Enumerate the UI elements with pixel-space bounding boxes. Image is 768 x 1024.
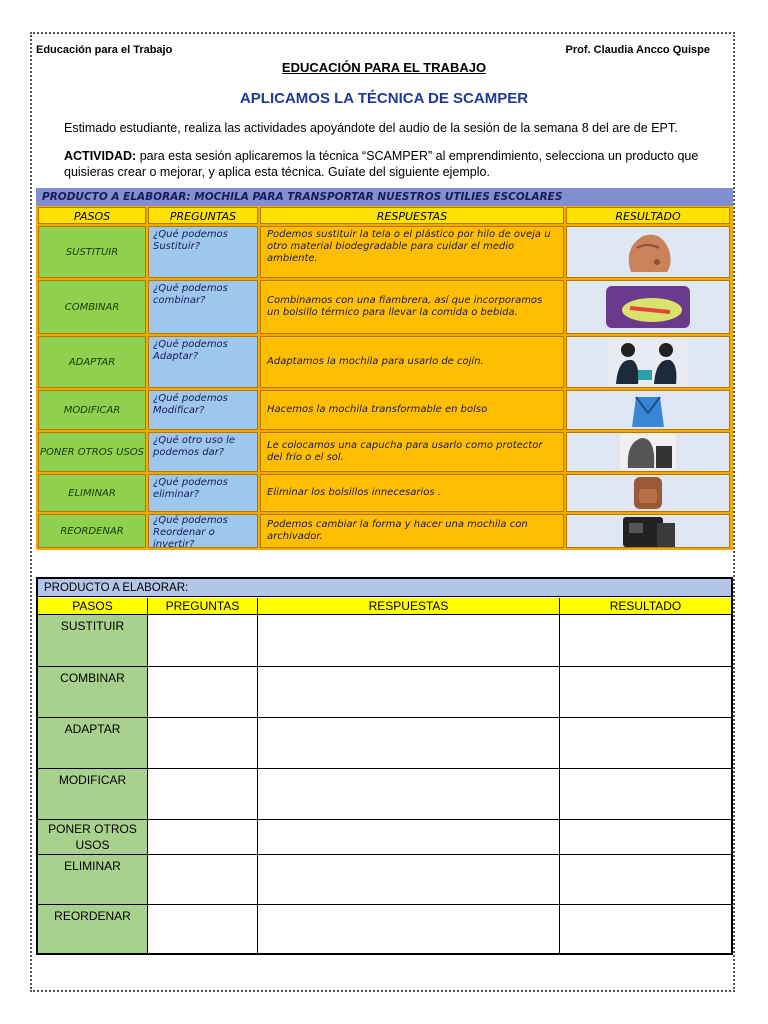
example-respuesta-cell: Combinamos con una fiambrera, así que incorporamos un bolsillo térmico para llevar la comida o bebida.	[260, 280, 564, 334]
page-subtitle: APLICAMOS LA TÉCNICA DE SCAMPER	[239, 90, 529, 107]
example-respuesta-cell: Adaptamos la mochila para usarlo de cojín.	[260, 336, 564, 388]
blank-respuesta-cell[interactable]	[258, 820, 560, 855]
blank-pregunta-cell[interactable]	[148, 615, 258, 667]
intro-paragraph: Estimado estudiante, realiza las actividades apoyándote del audio de la sesión de la semana 8 del are de EPT.	[64, 121, 678, 135]
example-banner: PRODUCTO A ELABORAR: MOCHILA PARA TRANSPORTAR NUESTROS UTILIES ESCOLARES	[36, 188, 733, 206]
blank-respuesta-cell[interactable]	[258, 769, 560, 820]
blank-table	[36, 577, 733, 955]
blank-paso-cell: SUSTITUIR	[38, 615, 148, 667]
blank-paso-cell: COMBINAR	[38, 667, 148, 718]
example-pregunta-cell: ¿Qué podemos eliminar?	[148, 474, 258, 512]
example-respuesta-cell: Podemos cambiar la forma y hacer una mochila con archivador.	[260, 514, 564, 548]
example-respuesta-cell: Podemos sustituir la tela o el plástico por hilo de oveja u otro material biodegradable para cuidar el medio ambiente.	[260, 226, 564, 278]
blank-paso-cell: ELIMINAR	[38, 855, 148, 905]
blank-resultado-cell[interactable]	[560, 718, 731, 769]
example-paso-cell: MODIFICAR	[38, 390, 146, 430]
example-header-preguntas: PREGUNTAS	[148, 207, 258, 224]
example-respuesta-cell: Le colocamos una capucha para usarlo como protector del frío o el sol.	[260, 432, 564, 472]
example-paso-cell: PONER OTROS USOS	[38, 432, 146, 472]
example-paso-cell: REORDENAR	[38, 514, 146, 548]
example-paso-cell: SUSTITUIR	[38, 226, 146, 278]
example-resultado-cell	[566, 390, 730, 430]
lunchbag-icon	[600, 282, 696, 332]
folder-bag-icon	[617, 515, 679, 547]
blank-paso-cell: REORDENAR	[38, 905, 148, 953]
page-title: EDUCACIÓN PARA EL TRABAJO	[281, 60, 487, 75]
blank-resultado-cell[interactable]	[560, 855, 731, 905]
blank-paso-cell: PONER OTROS USOS	[38, 820, 148, 855]
backpack-icon	[613, 228, 683, 276]
example-paso-cell: ELIMINAR	[38, 474, 146, 512]
blank-paso-cell: ADAPTAR	[38, 718, 148, 769]
example-header-resultado: RESULTADO	[566, 207, 730, 224]
blank-respuesta-cell[interactable]	[258, 615, 560, 667]
blank-resultado-cell[interactable]	[560, 820, 731, 855]
example-respuesta-cell: Hacemos la mochila transformable en bolso	[260, 390, 564, 430]
activity-text: para esta sesión aplicaremos la técnica “SCAMPER” al emprendimiento, selecciona un producto que quisieras crear o mejorar, y aplica esta técnica. Guíate del siguiente ejemplo.	[64, 149, 699, 179]
blank-pregunta-cell[interactable]	[148, 820, 258, 855]
plain-backpack-icon	[628, 475, 668, 511]
example-pregunta-cell: ¿Qué podemos Modificar?	[148, 390, 258, 430]
header-teacher: Prof. Claudia Ancco Quispe	[565, 44, 710, 56]
blank-pregunta-cell[interactable]	[148, 718, 258, 769]
example-resultado-cell	[566, 432, 730, 472]
example-pregunta-cell: ¿Qué podemos combinar?	[148, 280, 258, 334]
blank-paso-cell: MODIFICAR	[38, 769, 148, 820]
example-paso-cell: ADAPTAR	[38, 336, 146, 388]
example-paso-cell: COMBINAR	[38, 280, 146, 334]
drawstring-bag-icon	[628, 391, 668, 429]
example-resultado-cell	[566, 514, 730, 548]
blank-header-resultado: RESULTADO	[560, 598, 731, 615]
example-pregunta-cell: ¿Qué podemos Sustituir?	[148, 226, 258, 278]
blank-header-preguntas: PREGUNTAS	[148, 598, 258, 615]
example-respuesta-cell: Eliminar los bolsillos innecesarios .	[260, 474, 564, 512]
blank-pregunta-cell[interactable]	[148, 905, 258, 953]
example-table	[36, 188, 733, 550]
blank-pregunta-cell[interactable]	[148, 667, 258, 718]
hooded-backpack-icon	[620, 434, 676, 470]
blank-header-pasos: PASOS	[38, 598, 148, 615]
activity-paragraph	[64, 148, 724, 180]
blank-pregunta-cell[interactable]	[148, 855, 258, 905]
example-resultado-cell	[566, 226, 730, 278]
example-pregunta-cell: ¿Qué podemos Reordenar o invertir?	[148, 514, 258, 548]
activity-label: ACTIVIDAD:	[64, 149, 137, 163]
blank-resultado-cell[interactable]	[560, 615, 731, 667]
example-pregunta-cell: ¿Qué otro uso le podemos dar?	[148, 432, 258, 472]
example-header-pasos: PASOS	[38, 207, 146, 224]
blank-respuesta-cell[interactable]	[258, 718, 560, 769]
header-course: Educación para el Trabajo	[36, 44, 173, 56]
blank-respuesta-cell[interactable]	[258, 855, 560, 905]
example-header-respuestas: RESPUESTAS	[260, 207, 564, 224]
example-resultado-cell	[566, 474, 730, 512]
blank-pregunta-cell[interactable]	[148, 769, 258, 820]
blank-banner: PRODUCTO A ELABORAR:	[38, 579, 731, 597]
example-pregunta-cell: ¿Qué podemos Adaptar?	[148, 336, 258, 388]
example-resultado-cell	[566, 280, 730, 334]
blank-resultado-cell[interactable]	[560, 769, 731, 820]
blank-respuesta-cell[interactable]	[258, 667, 560, 718]
blank-respuesta-cell[interactable]	[258, 905, 560, 953]
people-sitting-icon	[608, 338, 688, 386]
blank-resultado-cell[interactable]	[560, 905, 731, 953]
blank-resultado-cell[interactable]	[560, 667, 731, 718]
blank-header-respuestas: RESPUESTAS	[258, 598, 560, 615]
example-resultado-cell	[566, 336, 730, 388]
